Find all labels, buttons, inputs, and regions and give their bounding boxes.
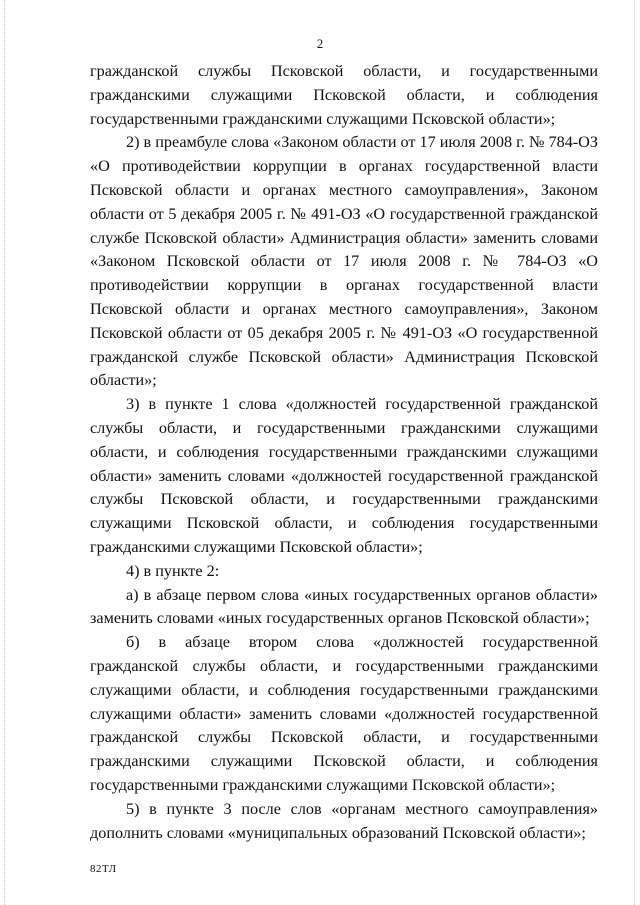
paragraph-item-4a: а) в абзаце первом слова «иных государственных органов области» заменить словами «иных государственных органов Псковской области»; bbox=[90, 585, 598, 628]
paragraph-item-3: 3) в пункте 1 слова «должностей государственной гражданской службы области, и государственными гражданскими служащими области, и соблюдения государственными гражданскими служащими области» заменить словами «должностей государственной гражданской службы Псковской области, и государственными гражданскими служащими Псковской области, и соблюдения государственными гражданскими служащими Псковской области»; bbox=[90, 395, 598, 556]
paragraph-item-4: 4) в пункте 2: bbox=[126, 561, 220, 580]
paragraph-continuation: гражданской службы Псковской области, и государственными гражданскими служащими Псковской области, и соблюдения государственными гражданскими служащими Псковской области»; bbox=[90, 62, 598, 128]
scan-edge-left bbox=[4, 0, 6, 905]
scan-edge-right bbox=[634, 0, 636, 905]
paragraph-item-2: 2) в преамбуле слова «Законом области от 17 июля 2008 г. № 784-ОЗ «О противодействии коррупции в органах государственной власти Псковской области и органах местного самоуправления», Законом области от 5 декабря 2005 г. № 491-ОЗ «О государственной гражданской службе Псковской области» Администрация области» заменить словами «Законом Псковской области от 17 июля 2008 г. № 784-ОЗ «О противодействии коррупции в органах государственной власти Псковской области и органах местного самоуправления», Законом Псковской области от 05 декабря 2005 г. № 491-ОЗ «О государственной гражданской службе Псковской области» Администрация Псковской области»; bbox=[90, 133, 598, 390]
document-code: 82ТЛ bbox=[90, 863, 117, 875]
document-body bbox=[90, 60, 598, 845]
page-number: 2 bbox=[316, 36, 324, 51]
paragraph-item-4b: б) в абзаце втором слова «должностей государственной гражданской службы области, и государственными гражданскими служащими области, и соблюдения государственными гражданскими служащими области» заменить словами «должностей государственной гражданской службы Псковской области, и государственными гражданскими служащими Псковской области, и соблюдения государственными гражданскими служащими Псковской области»; bbox=[90, 633, 598, 794]
paragraph-item-5: 5) в пункте 3 после слов «органам местного самоуправления» дополнить словами «муниципальных образований Псковской области»; bbox=[90, 799, 598, 842]
